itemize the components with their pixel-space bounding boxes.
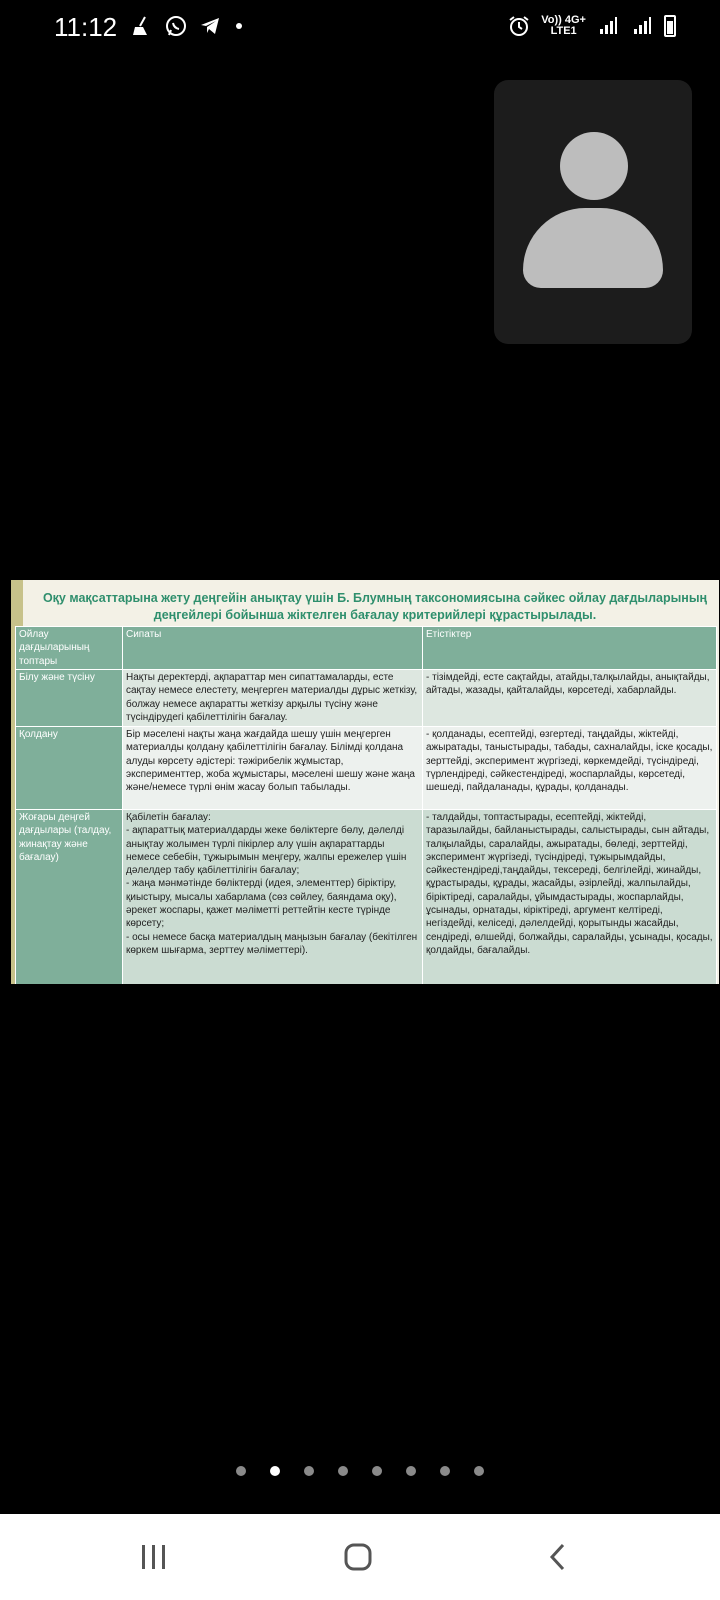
home-icon (343, 1542, 373, 1572)
page-dot[interactable] (270, 1466, 280, 1476)
more-notifications-dot (236, 23, 242, 29)
page-dot[interactable] (440, 1466, 450, 1476)
row-group: Білу және түсіну (16, 670, 123, 727)
broom-icon (130, 14, 154, 38)
back-button[interactable] (528, 1532, 588, 1582)
signal-icon-sim2 (630, 14, 654, 38)
row-description: Нақты деректерді, ақпараттар мен сипаттамаларды, есте сақтау немесе елестету, меңгерген материалды дұрыс жеткізу, болжау немесе ақпаратты жеткізу арқылы түсіну және түсіндірудегі қабілеттілігін бағалау. (123, 670, 423, 727)
recent-apps-icon (139, 1544, 169, 1570)
self-video-tile[interactable] (494, 80, 692, 344)
row-description: Бір мәселені нақты жаңа жағдайда шешу үшін меңгерген материалды қолдану қабілеттілігін бағалау. Білімді қолдана алуды көрсету әдістері: тәжірибелік жұмыстар, эксперименттер, жоба жұмыстары, мәселені шешу және жаңа және/немесе түрлі өнім жасау болып табылады. (123, 727, 423, 810)
row-verbs: - талдайды, топтастырады, есептейді, жіктейді, таразылайды, байланыстырады, салыстырады, сын айтады, талқылайды, саралайды, ажыратады, бөледі, зерттейді, эксперимент жүргізеді, түсіндіреді, тұжырымдайды, сәйкестендіреді,таңдайды, тексереді, белгілейді, жинайды, құрастырады, құрады, жасайды, әзірлейді, жалпылайды, біріктіреді, саралайды, ұйымдастырады, жоспарлайды, ұсынады, орнатады, кіріктіреді, аргумент келтіреді, негіздейді, келіседі, дәлелдейді, қорытынды жасайды, сендіреді, өлшейді, болжайды, саралайды, ұсынады, қосады, қолдайды, бағалайды. (423, 810, 717, 985)
page-indicator (0, 1466, 720, 1476)
home-button[interactable] (328, 1532, 388, 1582)
row-description: Қабілетін бағалау: - ақпараттық материалдарды жеке бөліктерге бөлу, дәлелді анықтау жолымен түрлі пікірлер алу үшін ақпараттарды немесе себебін, тұжырымын меңгеру, жалпы ережелер үшін дәлелдер табу қабілеттілігін бағалау; - жаңа мәнмәтінде бөліктерді (идея, элементтер) біріктіру, қиыстыру, мысалы хабарлама (сөз сөйлеу, баяндама оқу), әрекет жоспары, қажет мәліметті реттейтін кесте түрінде көрсету; - осы немесе басқа материалдың маңызын бағалау (бекітілген көркем шығарма, зерттеу мәліметтері). (123, 810, 423, 985)
battery-icon (664, 15, 676, 37)
alarm-icon (507, 14, 531, 38)
recent-apps-button[interactable] (124, 1532, 184, 1582)
status-time: 11:12 (54, 12, 118, 42)
page-dot[interactable] (236, 1466, 246, 1476)
table-row (16, 810, 717, 985)
avatar-body (523, 208, 663, 288)
whatsapp-icon (164, 14, 188, 38)
avatar-head (560, 132, 628, 200)
slide-title: Оқу мақсаттарына жету деңгейін анықтау үшін Б. Блумның таксономиясына сәйкес ойлау дағдыларының деңгейлері бойынша жіктелген бағалау критерийлері құрастырылады. (42, 591, 708, 622)
table-header-row (16, 627, 717, 670)
page-dot[interactable] (338, 1466, 348, 1476)
row-verbs: - тізімдейді, есте сақтайды, атайды,талқылайды, анықтайды, айтады, жазады, қайталайды, көрсетеді, хабарлайды. (423, 670, 717, 727)
system-icons (507, 14, 676, 38)
status-bar (0, 0, 720, 56)
row-verbs: - қолданады, есептейді, өзгертеді, таңдайды, жіктейді, ажыратады, таныстырады, табады, сахналайды, іске қосады, зерттейді, эксперимент жүргізеді, көркемдейді, түсіндіреді, түрлендіреді, сәйкестендіреді, жоспарлайды, көрсетеді, шешеді, пайдаланады, құрады, қолданады. (423, 727, 717, 810)
row-group: Жоғары деңгей дағдылары (талдау, жинақтау және бағалау) (16, 810, 123, 985)
navigation-bar (0, 1514, 720, 1600)
table-row (16, 727, 717, 810)
header-verbs: Етістіктер (423, 627, 717, 670)
signal-icon-sim1 (596, 14, 620, 38)
table-row (16, 670, 717, 727)
page-dot[interactable] (304, 1466, 314, 1476)
header-description: Сипаты (123, 627, 423, 670)
page-dot[interactable] (406, 1466, 416, 1476)
network-type: Vo)) 4G+ LTE1 (541, 14, 586, 37)
back-icon (547, 1542, 569, 1572)
row-group: Қолдану (16, 727, 123, 810)
notification-icons (130, 14, 242, 38)
header-groups: Ойлау дағдыларының топтары (16, 627, 123, 670)
criteria-table (15, 626, 717, 984)
page-dot[interactable] (372, 1466, 382, 1476)
shared-slide (11, 580, 719, 984)
page-dot[interactable] (474, 1466, 484, 1476)
telegram-icon (198, 14, 222, 38)
